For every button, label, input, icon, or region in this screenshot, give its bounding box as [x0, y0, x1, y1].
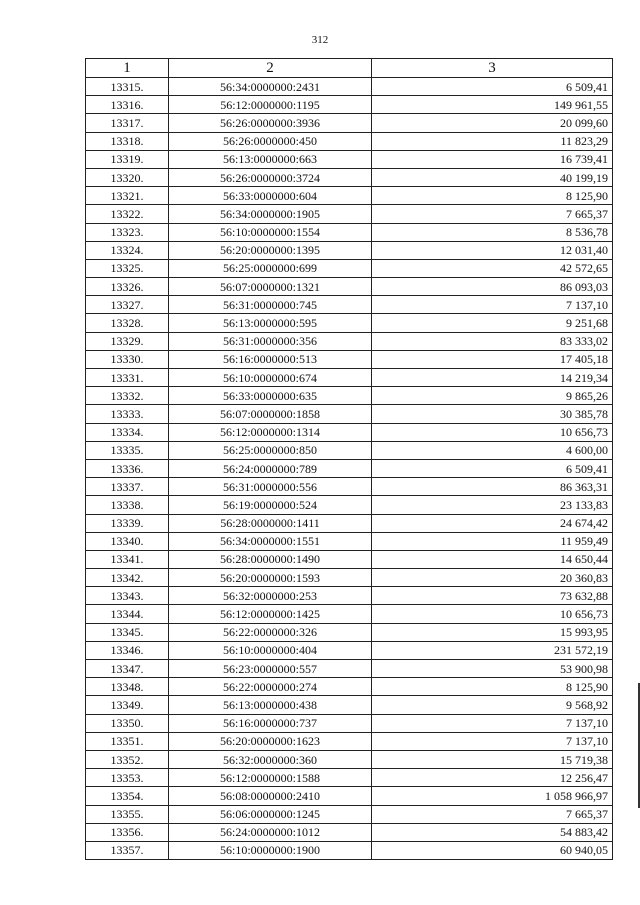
value: 7 137,10 — [372, 296, 613, 314]
row-number: 13343. — [86, 587, 169, 605]
column-header-3: 3 — [372, 59, 613, 78]
cadastral-number: 56:26:0000000:3936 — [169, 114, 372, 132]
row-number: 13323. — [86, 223, 169, 241]
row-number: 13341. — [86, 550, 169, 568]
cadastral-number: 56:33:0000000:604 — [169, 187, 372, 205]
cadastral-number: 56:20:0000000:1395 — [169, 241, 372, 259]
page-number: 312 — [311, 34, 329, 46]
cadastral-number: 56:26:0000000:3724 — [169, 168, 372, 186]
value: 8 536,78 — [372, 223, 613, 241]
value: 10 656,73 — [372, 423, 613, 441]
table-row — [86, 387, 613, 405]
table-row — [86, 423, 613, 441]
cadastral-number: 56:10:0000000:404 — [169, 641, 372, 659]
table-row — [86, 569, 613, 587]
cadastral-number: 56:26:0000000:450 — [169, 132, 372, 150]
cadastral-number: 56:31:0000000:556 — [169, 478, 372, 496]
table-row — [86, 678, 613, 696]
value: 40 199,19 — [372, 168, 613, 186]
cadastral-number: 56:28:0000000:1411 — [169, 514, 372, 532]
cadastral-number: 56:24:0000000:1012 — [169, 823, 372, 841]
row-number: 13338. — [86, 496, 169, 514]
value: 16 739,41 — [372, 150, 613, 168]
cadastral-number: 56:10:0000000:674 — [169, 369, 372, 387]
row-number: 13344. — [86, 605, 169, 623]
table-row — [86, 223, 613, 241]
table-row — [86, 459, 613, 477]
table-row — [86, 132, 613, 150]
cadastral-number: 56:13:0000000:595 — [169, 314, 372, 332]
value: 9 865,26 — [372, 387, 613, 405]
table-row — [86, 532, 613, 550]
row-number: 13328. — [86, 314, 169, 332]
value: 8 125,90 — [372, 187, 613, 205]
value: 83 333,02 — [372, 332, 613, 350]
row-number: 13342. — [86, 569, 169, 587]
table-row — [86, 205, 613, 223]
table-header-row — [86, 59, 613, 78]
cadastral-number: 56:12:0000000:1425 — [169, 605, 372, 623]
value: 53 900,98 — [372, 660, 613, 678]
value: 54 883,42 — [372, 823, 613, 841]
table-body — [86, 78, 613, 860]
value: 30 385,78 — [372, 405, 613, 423]
row-number: 13324. — [86, 241, 169, 259]
cadastral-number: 56:12:0000000:1314 — [169, 423, 372, 441]
row-number: 13336. — [86, 459, 169, 477]
cadastral-number: 56:34:0000000:1905 — [169, 205, 372, 223]
table-row — [86, 369, 613, 387]
value: 23 133,83 — [372, 496, 613, 514]
value: 10 656,73 — [372, 605, 613, 623]
value: 9 251,68 — [372, 314, 613, 332]
cadastral-number: 56:10:0000000:1900 — [169, 841, 372, 859]
cadastral-number: 56:31:0000000:745 — [169, 296, 372, 314]
table-row — [86, 78, 613, 96]
value: 11 959,49 — [372, 532, 613, 550]
table-row — [86, 696, 613, 714]
value: 8 125,90 — [372, 678, 613, 696]
row-number: 13340. — [86, 532, 169, 550]
value: 20 099,60 — [372, 114, 613, 132]
row-number: 13337. — [86, 478, 169, 496]
value: 15 993,95 — [372, 623, 613, 641]
table-row — [86, 641, 613, 659]
cadastral-number: 56:20:0000000:1623 — [169, 732, 372, 750]
cadastral-number: 56:23:0000000:557 — [169, 660, 372, 678]
cadastral-number: 56:06:0000000:1245 — [169, 805, 372, 823]
value: 9 568,92 — [372, 696, 613, 714]
table-row — [86, 150, 613, 168]
table-row — [86, 496, 613, 514]
row-number: 13321. — [86, 187, 169, 205]
row-number: 13348. — [86, 678, 169, 696]
table-row — [86, 787, 613, 805]
value: 73 632,88 — [372, 587, 613, 605]
table-row — [86, 114, 613, 132]
row-number: 13332. — [86, 387, 169, 405]
row-number: 13327. — [86, 296, 169, 314]
cadastral-number: 56:19:0000000:524 — [169, 496, 372, 514]
table-row — [86, 587, 613, 605]
row-number: 13317. — [86, 114, 169, 132]
value: 12 256,47 — [372, 769, 613, 787]
cadastral-number: 56:34:0000000:1551 — [169, 532, 372, 550]
value: 7 665,37 — [372, 805, 613, 823]
column-header-1: 1 — [86, 59, 169, 78]
table-row — [86, 769, 613, 787]
cadastral-number: 56:13:0000000:663 — [169, 150, 372, 168]
row-number: 13339. — [86, 514, 169, 532]
table-row — [86, 278, 613, 296]
value: 86 363,31 — [372, 478, 613, 496]
value: 12 031,40 — [372, 241, 613, 259]
cadastral-number: 56:22:0000000:326 — [169, 623, 372, 641]
cadastral-number: 56:24:0000000:789 — [169, 459, 372, 477]
table-row — [86, 259, 613, 277]
value: 17 405,18 — [372, 350, 613, 368]
row-number: 13318. — [86, 132, 169, 150]
table-row — [86, 96, 613, 114]
row-number: 13320. — [86, 168, 169, 186]
cadastral-number: 56:08:0000000:2410 — [169, 787, 372, 805]
table-row — [86, 714, 613, 732]
registry-table — [85, 58, 613, 860]
value: 4 600,00 — [372, 441, 613, 459]
value: 11 823,29 — [372, 132, 613, 150]
row-number: 13354. — [86, 787, 169, 805]
table-row — [86, 405, 613, 423]
table-row — [86, 168, 613, 186]
cadastral-number: 56:32:0000000:253 — [169, 587, 372, 605]
row-number: 13319. — [86, 150, 169, 168]
row-number: 13334. — [86, 423, 169, 441]
table-row — [86, 296, 613, 314]
cadastral-number: 56:12:0000000:1195 — [169, 96, 372, 114]
row-number: 13345. — [86, 623, 169, 641]
value: 15 719,38 — [372, 750, 613, 768]
table-row — [86, 732, 613, 750]
row-number: 13316. — [86, 96, 169, 114]
table-row — [86, 805, 613, 823]
row-number: 13352. — [86, 750, 169, 768]
value: 14 650,44 — [372, 550, 613, 568]
row-number: 13347. — [86, 660, 169, 678]
value: 7 665,37 — [372, 205, 613, 223]
table-row — [86, 750, 613, 768]
value: 7 137,10 — [372, 714, 613, 732]
value: 149 961,55 — [372, 96, 613, 114]
row-number: 13355. — [86, 805, 169, 823]
row-number: 13331. — [86, 369, 169, 387]
value: 86 093,03 — [372, 278, 613, 296]
row-number: 13330. — [86, 350, 169, 368]
table-row — [86, 441, 613, 459]
cadastral-number: 56:32:0000000:360 — [169, 750, 372, 768]
cadastral-number: 56:22:0000000:274 — [169, 678, 372, 696]
cadastral-number: 56:25:0000000:699 — [169, 259, 372, 277]
row-number: 13326. — [86, 278, 169, 296]
table-row — [86, 241, 613, 259]
value: 7 137,10 — [372, 732, 613, 750]
cadastral-number: 56:31:0000000:356 — [169, 332, 372, 350]
value: 231 572,19 — [372, 641, 613, 659]
value: 24 674,42 — [372, 514, 613, 532]
row-number: 13351. — [86, 732, 169, 750]
table-row — [86, 314, 613, 332]
table-row — [86, 550, 613, 568]
table-row — [86, 841, 613, 859]
row-number: 13346. — [86, 641, 169, 659]
cadastral-number: 56:33:0000000:635 — [169, 387, 372, 405]
cadastral-number: 56:16:0000000:737 — [169, 714, 372, 732]
value: 20 360,83 — [372, 569, 613, 587]
row-number: 13322. — [86, 205, 169, 223]
table-row — [86, 623, 613, 641]
row-number: 13349. — [86, 696, 169, 714]
cadastral-number: 56:07:0000000:1321 — [169, 278, 372, 296]
value: 60 940,05 — [372, 841, 613, 859]
value: 6 509,41 — [372, 78, 613, 96]
value: 42 572,65 — [372, 259, 613, 277]
cadastral-number: 56:34:0000000:2431 — [169, 78, 372, 96]
cadastral-number: 56:16:0000000:513 — [169, 350, 372, 368]
row-number: 13353. — [86, 769, 169, 787]
table-row — [86, 660, 613, 678]
table-row — [86, 478, 613, 496]
table-row — [86, 514, 613, 532]
column-header-2: 2 — [169, 59, 372, 78]
row-number: 13350. — [86, 714, 169, 732]
row-number: 13335. — [86, 441, 169, 459]
table-row — [86, 823, 613, 841]
value: 6 509,41 — [372, 459, 613, 477]
cadastral-number: 56:07:0000000:1858 — [169, 405, 372, 423]
cadastral-number: 56:13:0000000:438 — [169, 696, 372, 714]
table-row — [86, 605, 613, 623]
row-number: 13356. — [86, 823, 169, 841]
value: 14 219,34 — [372, 369, 613, 387]
row-number: 13325. — [86, 259, 169, 277]
row-number: 13333. — [86, 405, 169, 423]
value: 1 058 966,97 — [372, 787, 613, 805]
row-number: 13315. — [86, 78, 169, 96]
row-number: 13329. — [86, 332, 169, 350]
cadastral-number: 56:20:0000000:1593 — [169, 569, 372, 587]
row-number: 13357. — [86, 841, 169, 859]
table-row — [86, 332, 613, 350]
table-row — [86, 350, 613, 368]
cadastral-number: 56:12:0000000:1588 — [169, 769, 372, 787]
cadastral-number: 56:28:0000000:1490 — [169, 550, 372, 568]
cadastral-number: 56:25:0000000:850 — [169, 441, 372, 459]
cadastral-number: 56:10:0000000:1554 — [169, 223, 372, 241]
table-row — [86, 187, 613, 205]
